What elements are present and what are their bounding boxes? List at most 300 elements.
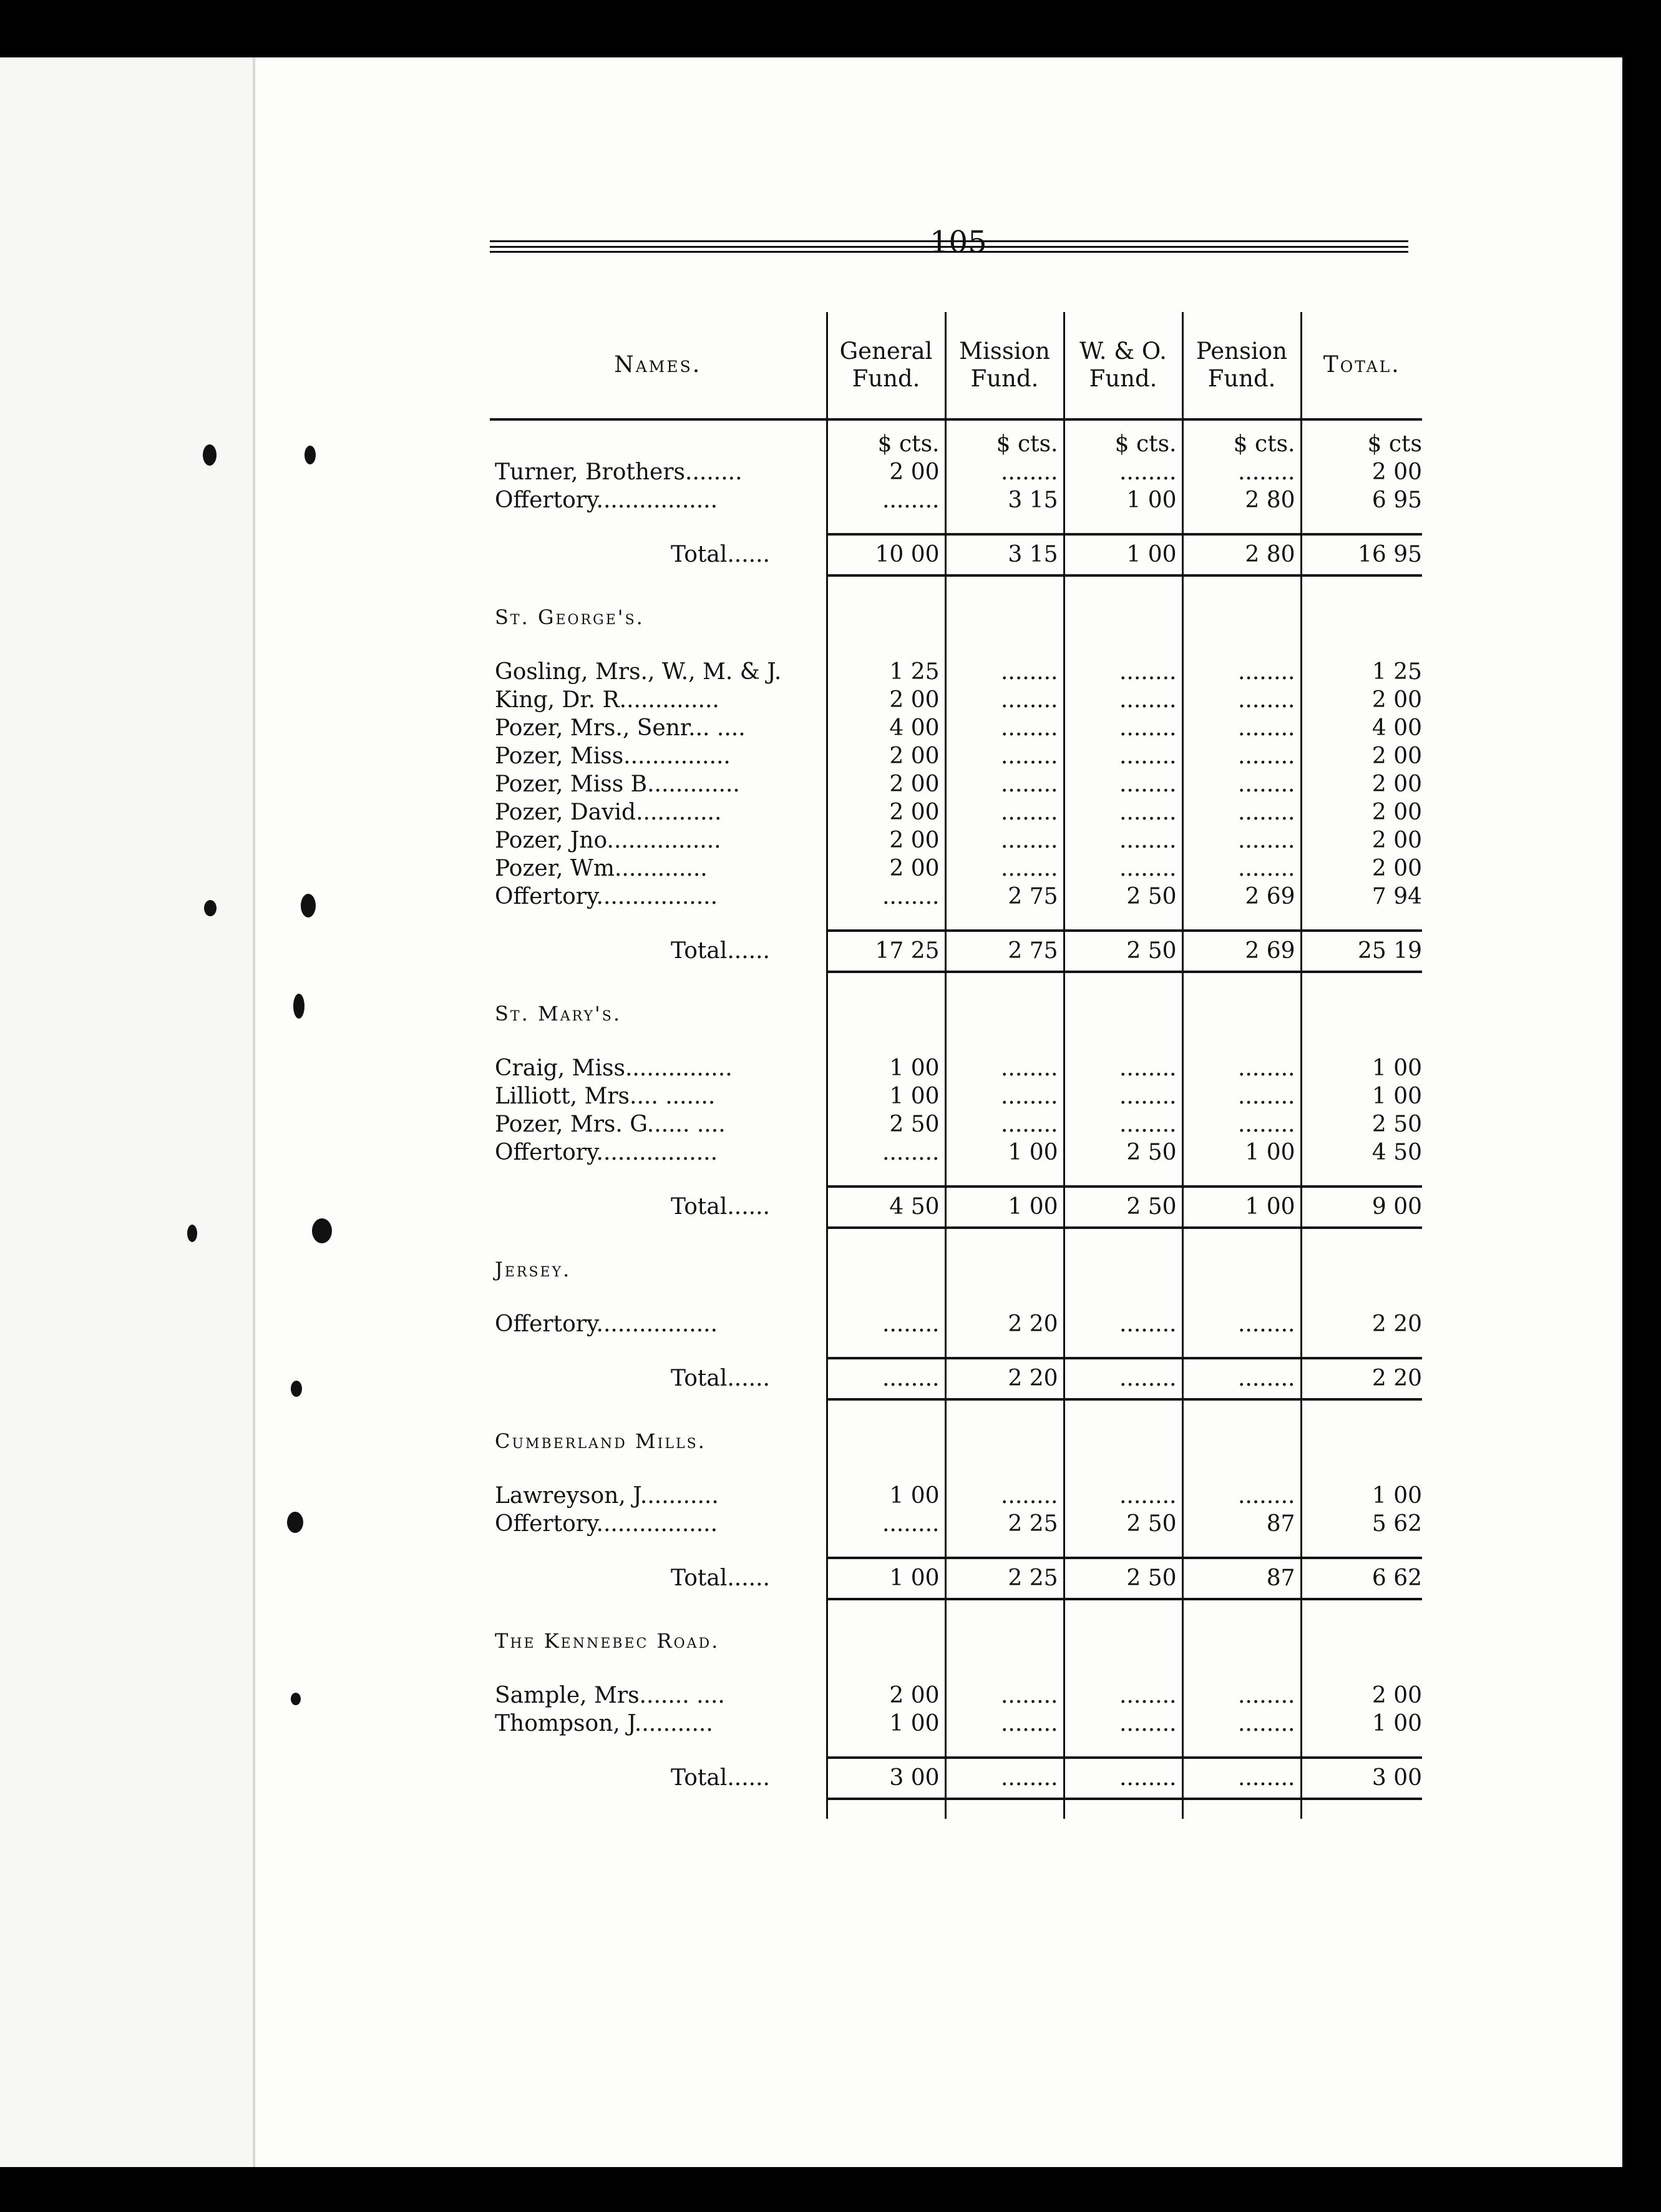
unit-label: $ cts <box>1301 419 1422 458</box>
pension-amount: ........ <box>1182 798 1301 826</box>
spacer-cell <box>945 1419 1064 1463</box>
spacer-cell <box>1064 595 1182 639</box>
pension-amount: ........ <box>1182 1681 1301 1710</box>
mission-amount: ........ <box>945 1110 1064 1138</box>
wo-amount: ........ <box>1064 826 1182 854</box>
header-names: Names. <box>490 312 827 419</box>
wo-amount: 2 50 <box>1064 1510 1182 1538</box>
spacer-cell <box>1064 1167 1182 1187</box>
total-label: Total...... <box>671 1765 770 1791</box>
spacer-cell <box>490 1799 827 1819</box>
spacer-cell <box>490 639 827 658</box>
general-amount: ........ <box>827 883 945 911</box>
total-amount: 1 00 <box>1301 1710 1422 1738</box>
contributor-name: Thompson, J........... <box>495 1710 713 1736</box>
mission-amount: 2 20 <box>945 1310 1064 1338</box>
pension-amount: 2 69 <box>1182 883 1301 911</box>
spacer-cell <box>827 1399 945 1419</box>
general-amount: 2 00 <box>827 826 945 854</box>
ink-spot <box>187 1225 197 1242</box>
total-pension-amount: ........ <box>1182 1358 1301 1399</box>
contributor-name: Pozer, Jno................ <box>495 827 721 853</box>
contributor-name: Sample, Mrs....... .... <box>495 1682 725 1708</box>
spacer-cell <box>945 1291 1064 1310</box>
spacer-cell <box>1182 972 1301 992</box>
spacer-cell <box>827 1338 945 1358</box>
spacer-cell <box>827 1619 945 1663</box>
spacer-cell <box>1182 575 1301 595</box>
contributor-name: Offertory................. <box>495 1311 718 1337</box>
spacer-cell <box>1182 1035 1301 1054</box>
total-amount: 1 25 <box>1301 658 1422 686</box>
spacer-cell <box>1301 1538 1422 1558</box>
table-row <box>490 1482 1422 1510</box>
spacer-cell <box>1182 1663 1301 1681</box>
section-title: Jersey. <box>495 1258 572 1281</box>
spacer-cell <box>827 1463 945 1482</box>
total-amount: 2 00 <box>1301 742 1422 770</box>
total-wo-amount: 2 50 <box>1064 1187 1182 1228</box>
total-wo-amount: 1 00 <box>1064 534 1182 575</box>
wo-amount: ........ <box>1064 686 1182 714</box>
pension-amount: ........ <box>1182 1110 1301 1138</box>
ink-spot <box>203 444 217 466</box>
spacer-cell <box>1301 1663 1422 1681</box>
contributor-name: Offertory................. <box>495 487 718 513</box>
pension-amount: ........ <box>1182 1482 1301 1510</box>
table-row <box>490 826 1422 854</box>
total-total-amount: 9 00 <box>1301 1187 1422 1228</box>
spacer-cell <box>1301 1228 1422 1248</box>
mission-amount: ........ <box>945 714 1064 742</box>
general-amount: 2 00 <box>827 854 945 883</box>
table-row <box>490 1138 1422 1167</box>
spacer-cell <box>1301 1419 1422 1463</box>
spacer-cell <box>945 992 1064 1035</box>
spacer-cell <box>490 1338 827 1358</box>
spacer-cell <box>945 514 1064 534</box>
total-wo-amount: ........ <box>1064 1358 1182 1399</box>
pension-amount: ........ <box>1182 1082 1301 1110</box>
pension-amount: ........ <box>1182 854 1301 883</box>
table-body <box>490 419 1422 1819</box>
total-row <box>490 1187 1422 1228</box>
contributor-name: Pozer, Wm............. <box>495 855 708 881</box>
spacer-cell <box>1064 1399 1182 1419</box>
spacer-cell <box>1064 1228 1182 1248</box>
spacer-row <box>490 1035 1422 1054</box>
spacer-cell <box>945 1035 1064 1054</box>
total-row <box>490 931 1422 972</box>
contributor-name: Pozer, David............ <box>495 799 722 825</box>
spacer-cell <box>1182 639 1301 658</box>
total-mission-amount: 2 20 <box>945 1358 1064 1399</box>
section-title: The Kennebec Road. <box>495 1629 720 1653</box>
spacer-cell <box>490 575 827 595</box>
general-amount: 1 00 <box>827 1082 945 1110</box>
spacer-cell <box>490 1035 827 1054</box>
spacer-cell <box>1301 911 1422 931</box>
wo-amount: ........ <box>1064 1710 1182 1738</box>
total-amount: 2 00 <box>1301 826 1422 854</box>
mission-amount: ........ <box>945 1054 1064 1082</box>
spacer-cell <box>1064 639 1182 658</box>
total-label: Total...... <box>671 542 770 567</box>
total-pension-amount: 87 <box>1182 1558 1301 1599</box>
spacer-cell <box>827 1035 945 1054</box>
spacer-cell <box>945 1338 1064 1358</box>
spacer-cell <box>1301 972 1422 992</box>
spacer-cell <box>1182 1167 1301 1187</box>
top-double-rule <box>490 240 1408 248</box>
wo-amount: ........ <box>1064 854 1182 883</box>
pension-amount: ........ <box>1182 742 1301 770</box>
spacer-cell <box>1064 1663 1182 1681</box>
spacer-cell <box>1182 1538 1301 1558</box>
spacer-cell <box>827 1419 945 1463</box>
spacer-cell <box>945 639 1064 658</box>
general-amount: ........ <box>827 486 945 514</box>
spacer-row <box>490 1463 1422 1482</box>
total-total-amount: 2 20 <box>1301 1358 1422 1399</box>
wo-amount: ........ <box>1064 658 1182 686</box>
contributor-name: Pozer, Mrs. G...... .... <box>495 1111 726 1137</box>
total-amount: 2 00 <box>1301 458 1422 486</box>
spacer-cell <box>827 911 945 931</box>
pension-amount: ........ <box>1182 658 1301 686</box>
spacer-row <box>490 639 1422 658</box>
wo-amount: 1 00 <box>1064 486 1182 514</box>
table-row <box>490 486 1422 514</box>
mission-amount: ........ <box>945 1710 1064 1738</box>
unit-label: $ cts. <box>827 419 945 458</box>
spacer-cell <box>490 972 827 992</box>
facing-page-edge <box>0 57 256 2167</box>
total-amount: 1 00 <box>1301 1482 1422 1510</box>
ink-spot <box>304 446 316 464</box>
spacer-cell <box>827 972 945 992</box>
spacer-cell <box>945 911 1064 931</box>
header-wo-fund: W. & O. Fund. <box>1064 312 1182 419</box>
total-amount: 2 00 <box>1301 854 1422 883</box>
spacer-cell <box>1182 1799 1301 1819</box>
spacer-cell <box>945 1167 1064 1187</box>
spacer-cell <box>1301 1599 1422 1619</box>
spacer-cell <box>1064 1619 1182 1663</box>
contributor-name: Pozer, Miss B............. <box>495 771 740 797</box>
spacer-cell <box>490 1399 827 1419</box>
table-row <box>490 742 1422 770</box>
mission-amount: ........ <box>945 798 1064 826</box>
mission-amount: 2 75 <box>945 883 1064 911</box>
total-label: Total...... <box>671 938 770 964</box>
spacer-cell <box>1182 1399 1301 1419</box>
contributor-name: Pozer, Miss............... <box>495 743 731 769</box>
total-amount: 7 94 <box>1301 883 1422 911</box>
mission-amount: ........ <box>945 658 1064 686</box>
total-pension-amount: ........ <box>1182 1758 1301 1799</box>
wo-amount: 2 50 <box>1064 883 1182 911</box>
spacer-cell <box>1064 972 1182 992</box>
wo-amount: ........ <box>1064 742 1182 770</box>
spacer-cell <box>1064 1538 1182 1558</box>
total-mission-amount: 2 75 <box>945 931 1064 972</box>
spacer-cell <box>945 1228 1064 1248</box>
spacer-cell <box>490 1291 827 1310</box>
spacer-cell <box>1301 1291 1422 1310</box>
spacer-cell <box>827 639 945 658</box>
wo-amount: ........ <box>1064 458 1182 486</box>
spacer-cell <box>1301 1035 1422 1054</box>
wo-amount: ........ <box>1064 1681 1182 1710</box>
spacer-cell <box>1064 992 1182 1035</box>
spacer-cell <box>945 1738 1064 1758</box>
spacer-cell <box>1064 1799 1182 1819</box>
total-general-amount: 3 00 <box>827 1758 945 1799</box>
spacer-cell <box>827 1248 945 1291</box>
contributor-name: King, Dr. R.............. <box>495 687 719 713</box>
spacer-cell <box>1182 1738 1301 1758</box>
spacer-cell <box>827 1599 945 1619</box>
ink-spot <box>287 1512 303 1533</box>
spacer-row <box>490 1228 1422 1248</box>
spacer-cell <box>1301 595 1422 639</box>
spacer-cell <box>945 1399 1064 1419</box>
mission-amount: 1 00 <box>945 1138 1064 1167</box>
section-heading-row <box>490 1248 1422 1291</box>
mission-amount: ........ <box>945 770 1064 798</box>
spacer-cell <box>945 1799 1064 1819</box>
section-heading-row <box>490 595 1422 639</box>
general-amount: ........ <box>827 1510 945 1538</box>
table-row <box>490 1710 1422 1738</box>
spacer-cell <box>945 1663 1064 1681</box>
section-heading-row <box>490 992 1422 1035</box>
pension-amount: 87 <box>1182 1510 1301 1538</box>
spacer-row <box>490 1738 1422 1758</box>
spacer-cell <box>827 1228 945 1248</box>
general-amount: 2 00 <box>827 798 945 826</box>
spacer-cell <box>1064 911 1182 931</box>
spacer-cell <box>827 1738 945 1758</box>
contributor-name: Turner, Brothers........ <box>495 459 743 485</box>
spacer-cell <box>1064 1599 1182 1619</box>
pension-amount: ........ <box>1182 1710 1301 1738</box>
spacer-row <box>490 1663 1422 1681</box>
ink-spot <box>312 1218 332 1243</box>
header-total: Total. <box>1301 312 1422 419</box>
spacer-cell <box>1182 911 1301 931</box>
pension-amount: 2 80 <box>1182 486 1301 514</box>
mission-amount: ........ <box>945 686 1064 714</box>
spacer-cell <box>1301 575 1422 595</box>
spacer-row <box>490 1338 1422 1358</box>
spacer-cell <box>1182 514 1301 534</box>
total-wo-amount: 2 50 <box>1064 931 1182 972</box>
spacer-cell <box>1064 1035 1182 1054</box>
total-total-amount: 6 62 <box>1301 1558 1422 1599</box>
spacer-cell <box>1182 1419 1301 1463</box>
spacer-cell <box>1182 1619 1301 1663</box>
spacer-row <box>490 575 1422 595</box>
spacer-cell <box>827 595 945 639</box>
spacer-cell <box>490 1663 827 1681</box>
section-title: Cumberland Mills. <box>495 1429 706 1453</box>
spacer-cell <box>490 1738 827 1758</box>
total-total-amount: 16 95 <box>1301 534 1422 575</box>
contributor-name: Offertory................. <box>495 1139 718 1165</box>
spacer-cell <box>1182 992 1301 1035</box>
mission-amount: ........ <box>945 1681 1064 1710</box>
spacer-cell <box>1301 1799 1422 1819</box>
table-row <box>490 714 1422 742</box>
ink-spot <box>204 900 217 916</box>
spacer-cell <box>1064 1463 1182 1482</box>
mission-amount: 3 15 <box>945 486 1064 514</box>
unit-label: $ cts. <box>1182 419 1301 458</box>
table-row <box>490 658 1422 686</box>
spacer-cell <box>1064 514 1182 534</box>
header-mission-fund: Mission Fund. <box>945 312 1064 419</box>
unit-label: $ cts. <box>945 419 1064 458</box>
spacer-cell <box>945 972 1064 992</box>
general-amount: ........ <box>827 1310 945 1338</box>
pension-amount: ........ <box>1182 826 1301 854</box>
table-row <box>490 854 1422 883</box>
spacer-cell <box>1301 1338 1422 1358</box>
spacer-cell <box>1064 1338 1182 1358</box>
total-amount: 5 62 <box>1301 1510 1422 1538</box>
total-general-amount: 17 25 <box>827 931 945 972</box>
spacer-cell <box>945 1599 1064 1619</box>
table-row <box>490 1082 1422 1110</box>
total-label: Total...... <box>671 1366 770 1391</box>
mission-amount: ........ <box>945 1482 1064 1510</box>
spacer-cell <box>490 1463 827 1482</box>
mission-amount: ........ <box>945 854 1064 883</box>
spacer-cell <box>490 1538 827 1558</box>
general-amount: 1 25 <box>827 658 945 686</box>
total-amount: 2 00 <box>1301 798 1422 826</box>
spacer-cell <box>945 575 1064 595</box>
spacer-cell <box>490 1167 827 1187</box>
spacer-row <box>490 1599 1422 1619</box>
spacer-cell <box>827 514 945 534</box>
total-mission-amount: 2 25 <box>945 1558 1064 1599</box>
spacer-cell <box>827 1799 945 1819</box>
header-general-fund: General Fund. <box>827 312 945 419</box>
contributor-name: Offertory................. <box>495 1510 718 1537</box>
contributor-name: Offertory................. <box>495 883 718 909</box>
table-row <box>490 1510 1422 1538</box>
page-number: 105 <box>930 225 987 260</box>
contributor-name: Lilliott, Mrs.... ....... <box>495 1083 716 1109</box>
wo-amount: ........ <box>1064 798 1182 826</box>
spacer-cell <box>1064 1738 1182 1758</box>
table-row <box>490 1054 1422 1082</box>
total-amount: 2 50 <box>1301 1110 1422 1138</box>
total-amount: 1 00 <box>1301 1054 1422 1082</box>
contributor-name: Lawreyson, J........... <box>495 1482 719 1509</box>
general-amount: 2 00 <box>827 742 945 770</box>
total-row <box>490 1758 1422 1799</box>
spacer-cell <box>1064 1419 1182 1463</box>
total-amount: 2 20 <box>1301 1310 1422 1338</box>
total-total-amount: 3 00 <box>1301 1758 1422 1799</box>
spacer-cell <box>1301 992 1422 1035</box>
pension-amount: ........ <box>1182 686 1301 714</box>
general-amount: 2 00 <box>827 458 945 486</box>
general-amount: 1 00 <box>827 1482 945 1510</box>
table-row <box>490 1110 1422 1138</box>
spacer-cell <box>1064 1248 1182 1291</box>
spacer-cell <box>490 911 827 931</box>
total-general-amount: 10 00 <box>827 534 945 575</box>
total-general-amount: ........ <box>827 1358 945 1399</box>
spacer-cell <box>945 595 1064 639</box>
ink-spot <box>291 1693 301 1705</box>
spacer-cell <box>1301 639 1422 658</box>
total-pension-amount: 2 69 <box>1182 931 1301 972</box>
spacer-cell <box>1301 514 1422 534</box>
spacer-cell <box>1301 1619 1422 1663</box>
total-pension-amount: 1 00 <box>1182 1187 1301 1228</box>
section-heading-row <box>490 1419 1422 1463</box>
spacer-cell <box>1301 1167 1422 1187</box>
general-amount: 2 00 <box>827 770 945 798</box>
spacer-cell <box>490 1599 827 1619</box>
spacer-cell <box>827 575 945 595</box>
spacer-row <box>490 1291 1422 1310</box>
spacer-cell <box>945 1538 1064 1558</box>
spacer-cell <box>945 1619 1064 1663</box>
table-row <box>490 458 1422 486</box>
wo-amount: ........ <box>1064 714 1182 742</box>
total-total-amount: 25 19 <box>1301 931 1422 972</box>
general-amount: 2 00 <box>827 1681 945 1710</box>
spacer-row <box>490 514 1422 534</box>
spacer-cell <box>827 1167 945 1187</box>
contributor-name: Gosling, Mrs., W., M. & J. <box>495 658 782 685</box>
contributor-name: Craig, Miss............... <box>495 1055 733 1081</box>
spacer-cell <box>1182 1291 1301 1310</box>
mission-amount: ........ <box>945 826 1064 854</box>
wo-amount: ........ <box>1064 1054 1182 1082</box>
wo-amount: ........ <box>1064 1082 1182 1110</box>
total-wo-amount: 2 50 <box>1064 1558 1182 1599</box>
general-amount: 1 00 <box>827 1054 945 1082</box>
total-wo-amount: ........ <box>1064 1758 1182 1799</box>
ink-spot <box>293 994 304 1019</box>
table-row <box>490 883 1422 911</box>
spacer-cell <box>490 514 827 534</box>
mission-amount: ........ <box>945 1082 1064 1110</box>
mission-amount: 2 25 <box>945 1510 1064 1538</box>
spacer-cell <box>945 1248 1064 1291</box>
spacer-cell <box>1064 575 1182 595</box>
contributions-table <box>490 312 1422 1819</box>
spacer-cell <box>1182 1338 1301 1358</box>
total-row <box>490 534 1422 575</box>
total-amount: 2 00 <box>1301 770 1422 798</box>
total-amount: 6 95 <box>1301 486 1422 514</box>
top-rule-inner <box>490 251 1408 253</box>
spacer-cell <box>1182 595 1301 639</box>
pension-amount: ........ <box>1182 714 1301 742</box>
general-amount: 2 50 <box>827 1110 945 1138</box>
spacer-cell <box>490 1228 827 1248</box>
spacer-cell <box>1064 1291 1182 1310</box>
